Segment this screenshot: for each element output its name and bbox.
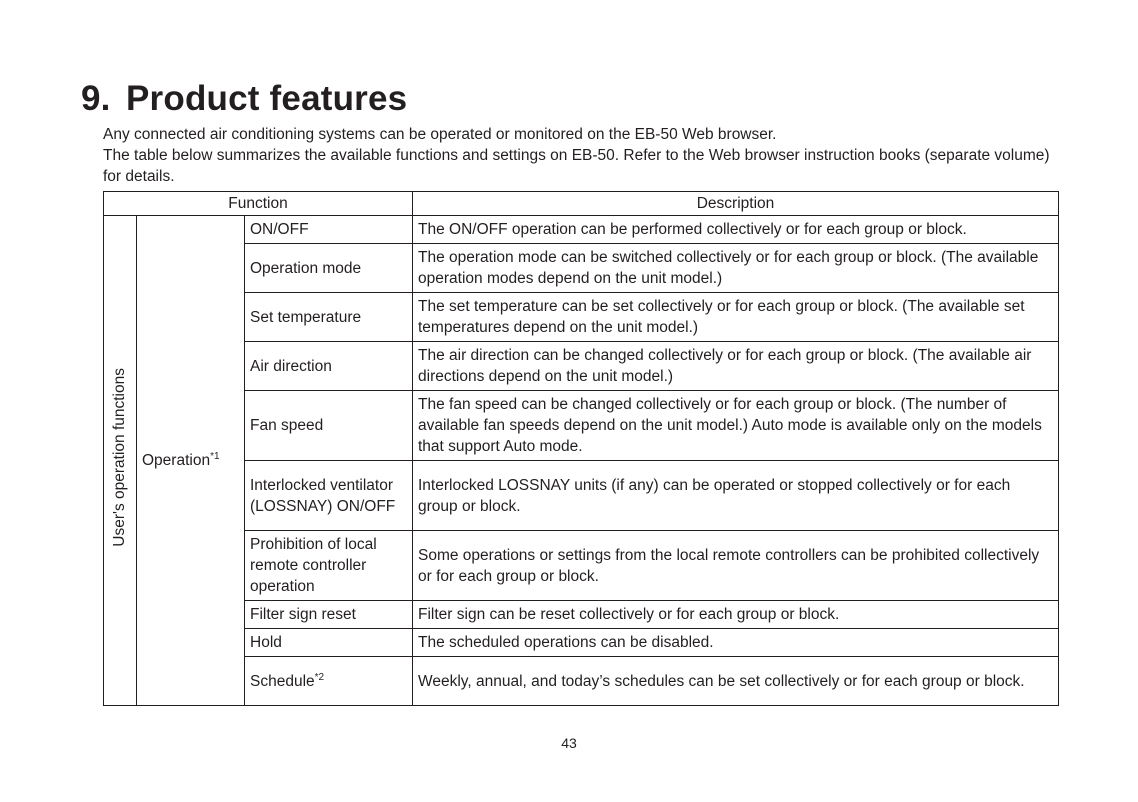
page-title	[81, 78, 407, 120]
intro-paragraph: The table below summarizes the available functions and settings on EB-50. Refer to the Web browser instruction books (separate volume) for details.	[103, 147, 1050, 185]
table-row	[104, 657, 1059, 706]
table-row	[104, 342, 1059, 391]
table-row	[104, 531, 1059, 601]
category-cell	[104, 216, 137, 706]
function-cell	[245, 657, 413, 706]
section-title: Product features	[126, 79, 408, 118]
footnote-ref: *1	[210, 451, 220, 462]
table-row	[104, 293, 1059, 342]
table-row	[104, 216, 1059, 244]
function-label: Schedule	[250, 672, 315, 690]
category-label: User's operation functions	[111, 368, 128, 547]
description-cell: The set temperature can be set collectively or for each group or block. (The available set temperatures depend on the unit model.)	[413, 293, 1059, 342]
features-table	[103, 191, 1059, 706]
function-cell: Operation mode	[245, 244, 413, 293]
section-number: 9.	[81, 79, 111, 118]
table-header-row	[104, 192, 1059, 216]
table-row	[104, 461, 1059, 531]
subcategory-cell	[137, 216, 245, 706]
description-cell: Filter sign can be reset collectively or for each group or block.	[413, 601, 1059, 629]
subcategory-label: Operation	[142, 452, 211, 469]
table-row	[104, 601, 1059, 629]
function-cell: Filter sign reset	[245, 601, 413, 629]
intro-text	[103, 124, 1063, 187]
table-row	[104, 629, 1059, 657]
description-cell: The air direction can be changed collectively or for each group or block. (The available air directions depend on the unit model.)	[413, 342, 1059, 391]
description-cell: The fan speed can be changed collectively or for each group or block. (The number of available fan speeds depend on the unit model.) Auto mode is available only on the models that support Auto mode.	[413, 391, 1059, 461]
description-header: Description	[413, 192, 1059, 216]
function-cell: Interlocked ventilator (LOSSNAY) ON/OFF	[245, 461, 413, 531]
description-cell: Some operations or settings from the local remote controllers can be prohibited collectively or for each group or block.	[413, 531, 1059, 601]
function-cell: Fan speed	[245, 391, 413, 461]
function-cell: Air direction	[245, 342, 413, 391]
function-cell: ON/OFF	[245, 216, 413, 244]
description-cell: Interlocked LOSSNAY units (if any) can be operated or stopped collectively or for each group or block.	[413, 461, 1059, 531]
footnote-ref: *2	[314, 671, 325, 683]
function-cell: Hold	[245, 629, 413, 657]
intro-paragraph: Any connected air conditioning systems can be operated or monitored on the EB-50 Web browser.	[103, 126, 777, 143]
description-cell: The operation mode can be switched collectively or for each group or block. (The available operation modes depend on the unit model.)	[413, 244, 1059, 293]
table-row	[104, 244, 1059, 293]
table-row	[104, 391, 1059, 461]
description-cell: The ON/OFF operation can be performed collectively or for each group or block.	[413, 216, 1059, 244]
description-cell: The scheduled operations can be disabled.	[413, 629, 1059, 657]
page-number: 43	[561, 735, 577, 751]
description-cell: Weekly, annual, and today’s schedules can be set collectively or for each group or block.	[413, 657, 1059, 706]
function-cell: Set temperature	[245, 293, 413, 342]
function-cell: Prohibition of local remote controller operation	[245, 531, 413, 601]
function-header: Function	[104, 192, 413, 216]
